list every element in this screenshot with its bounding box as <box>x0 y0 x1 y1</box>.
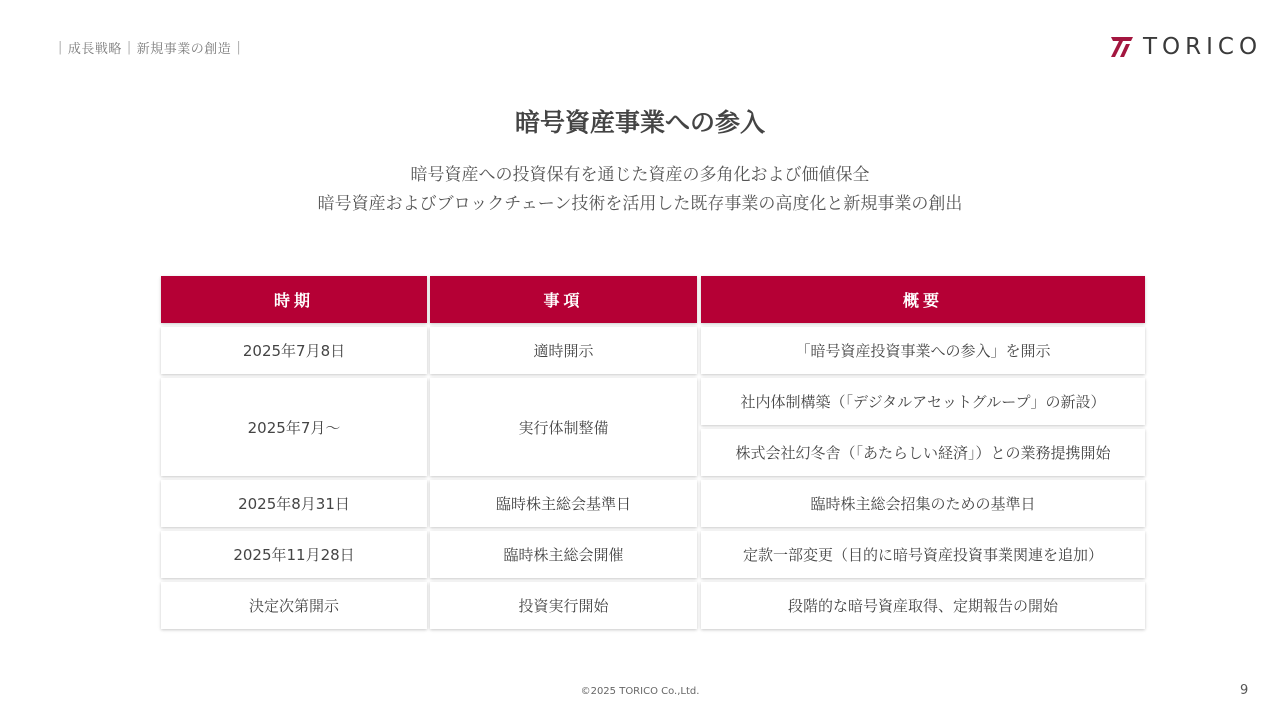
header-summary: 概要 <box>701 276 1145 323</box>
header-item: 事項 <box>430 276 697 323</box>
table-cell-summary: 臨時株主総会招集のための基準日 <box>701 480 1145 527</box>
copyright-footer: ©2025 TORICO Co.,Ltd. <box>580 686 700 697</box>
table-cell-summary: 段階的な暗号資産取得、定期報告の開始 <box>701 582 1145 629</box>
page-title: 暗号資産事業への参入 <box>514 108 765 137</box>
table-cell-item: 臨時株主総会開催 <box>430 531 697 578</box>
breadcrumb-separator: | <box>58 40 63 55</box>
table-cell-item: 実行体制整備 <box>430 378 697 476</box>
table-cell-summary: 株式会社幻冬舎（「あたらしい経済」）との業務提携開始 <box>701 429 1145 476</box>
table-cell-item: 適時開示 <box>430 327 697 374</box>
table-cell-period: 決定次第開示 <box>161 582 427 629</box>
header-period: 時期 <box>161 276 427 323</box>
torico-logo <box>1110 34 1262 60</box>
subtitle-line-1: 暗号資産への投資保有を通じた資産の多角化および価値保全 <box>410 165 870 185</box>
torico-mark-icon <box>1110 36 1134 58</box>
breadcrumb-item-new-business: 新規事業の創造 <box>136 42 232 57</box>
breadcrumb-separator: | <box>126 40 132 55</box>
table-cell-period: 2025年7月8日 <box>161 327 427 374</box>
logo-text: TORICO <box>1143 34 1263 60</box>
table-cell-summary: 定款一部変更（目的に暗号資産投資事業関連を追加） <box>701 531 1145 578</box>
table-cell-period: 2025年7月～ <box>161 378 427 476</box>
subtitle-line-2: 暗号資産およびブロックチェーン技術を活用した既存事業の高度化と新規事業の創出 <box>317 194 963 214</box>
table-cell-period: 2025年8月31日 <box>161 480 427 527</box>
table-cell-item: 臨時株主総会基準日 <box>430 480 697 527</box>
table-cell-item: 投資実行開始 <box>430 582 697 629</box>
breadcrumb-separator: | <box>236 40 242 55</box>
table-cell-summary: 社内体制構築（「デジタルアセットグループ」の新設） <box>701 378 1145 425</box>
page-number: 9 <box>1240 683 1249 698</box>
schedule-table <box>159 274 1147 632</box>
breadcrumb <box>58 38 246 57</box>
table-cell-period: 2025年11月28日 <box>161 531 427 578</box>
table-cell-summary: 「暗号資産投資事業への参入」を開示 <box>701 327 1145 374</box>
breadcrumb-item-growth-strategy: 成長戦略 <box>67 42 122 57</box>
